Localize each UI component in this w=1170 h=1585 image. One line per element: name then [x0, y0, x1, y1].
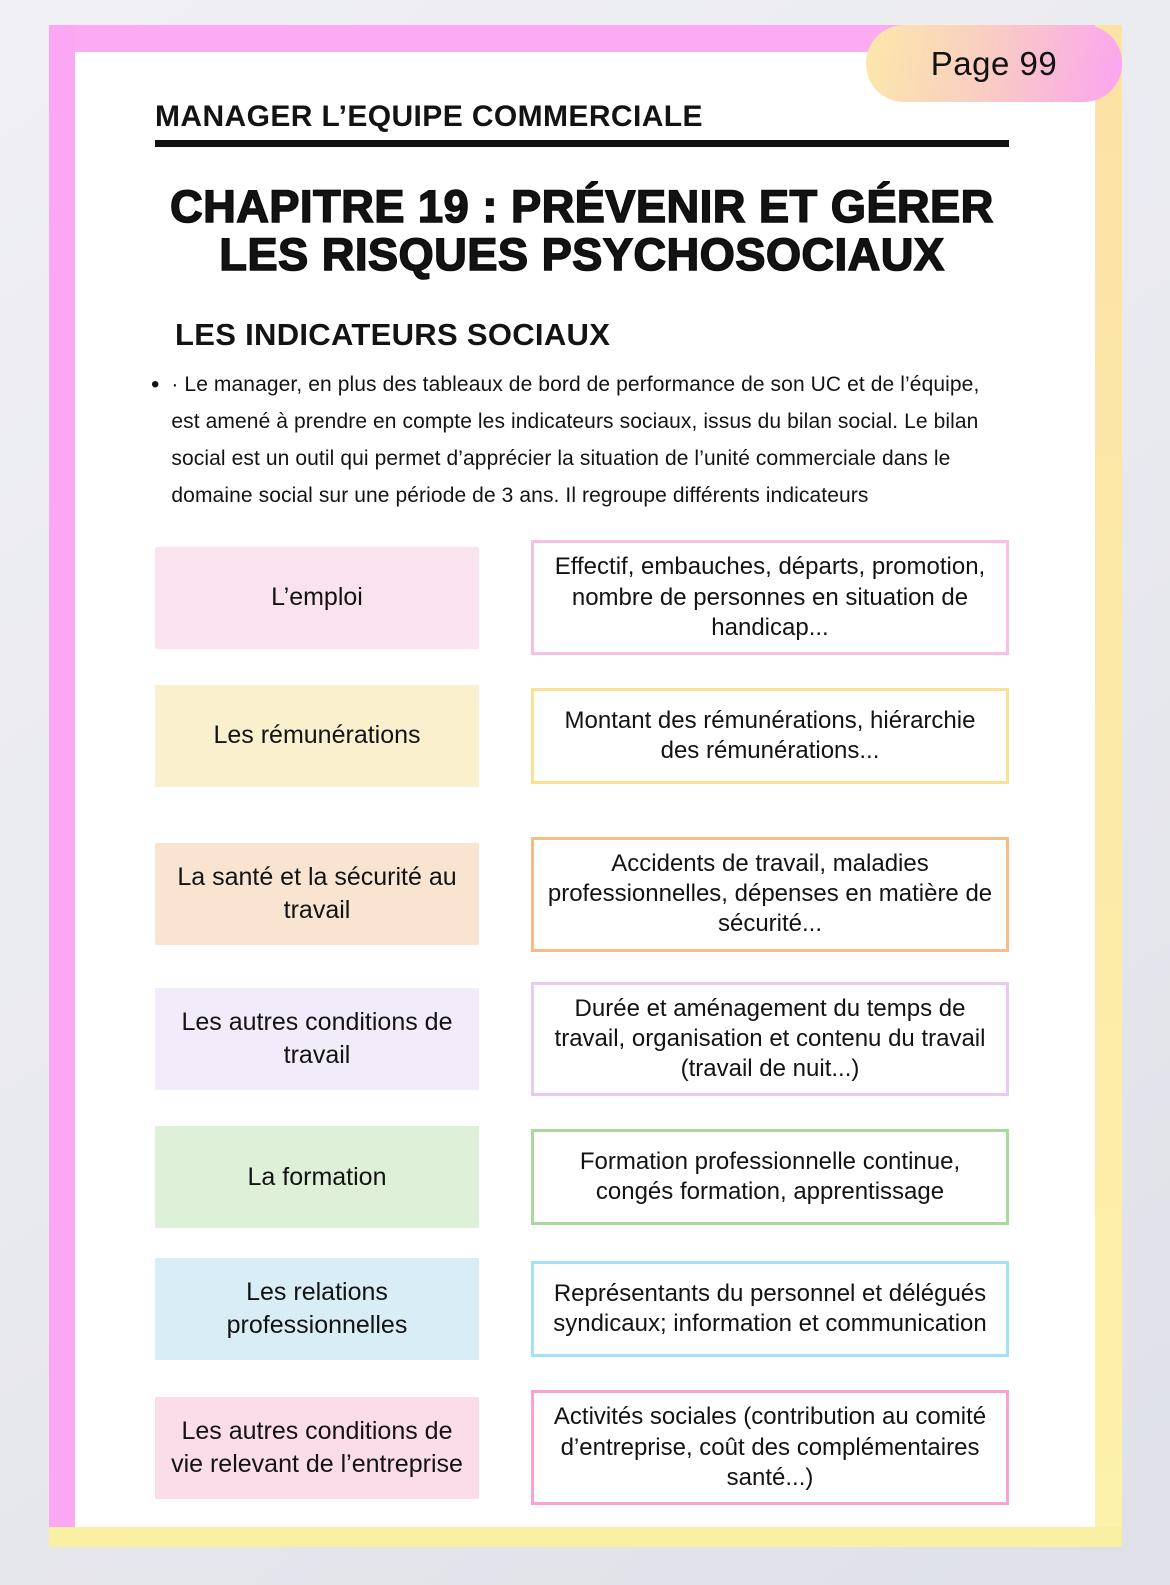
- indicator-description: Activités sociales (contribution au comité d’entreprise, coût des complémentaires santé...): [531, 1390, 1009, 1505]
- table-row: [155, 837, 1009, 952]
- section-heading: LES INDICATEURS SOCIAUX: [175, 317, 611, 353]
- intro-bullet-item: [151, 366, 1009, 514]
- header-underline: [155, 140, 1009, 147]
- table-row: [155, 1126, 1009, 1228]
- page-content: [75, 52, 1095, 1527]
- indicator-description: Montant des rémunérations, hiérarchie des rémunérations...: [531, 688, 1009, 784]
- indicator-description: Représentants du personnel et délégués syndicaux; information et communication: [531, 1261, 1009, 1357]
- indicator-label: L’emploi: [155, 547, 479, 649]
- document-page: [75, 52, 1095, 1527]
- page-number-badge: [866, 25, 1122, 102]
- table-row: [155, 540, 1009, 655]
- intro-paragraph: · Le manager, en plus des tableaux de bord de performance de son UC et de l’équipe, est amené à prendre en compte les indicateurs sociaux, issus du bilan social. Le bilan social est un outil qui permet d’apprécier la situation de l’unité commerciale dans le domaine social sur une période de 3 ans. Il regroupe différents indicateurs: [171, 373, 980, 508]
- indicator-label: Les relations professionnelles: [155, 1258, 479, 1360]
- indicator-label: La formation: [155, 1126, 479, 1228]
- frame-border-bottom: [49, 1527, 1122, 1547]
- indicators-table: [155, 540, 1009, 1505]
- chapter-title-line2: LES RISQUES PSYCHOSOCIAUX: [219, 229, 945, 281]
- frame-border-left: [49, 25, 75, 1527]
- indicator-description: Effectif, embauches, départs, promotion, nombre de personnes en situation de handicap...: [531, 540, 1009, 655]
- indicator-label: La santé et la sécurité au travail: [155, 843, 479, 945]
- indicator-description: Accidents de travail, maladies professionnelles, dépenses en matière de sécurité...: [531, 837, 1009, 952]
- chapter-title: [155, 183, 1009, 279]
- table-row: [155, 685, 1009, 787]
- page-number-label: Page 99: [930, 44, 1058, 82]
- page-frame: [49, 25, 1122, 1547]
- indicator-description: Durée et aménagement du temps de travail, organisation et contenu du travail (travail de nuit...): [531, 982, 1009, 1097]
- frame-border-right: [1095, 25, 1122, 1527]
- table-row: [155, 982, 1009, 1097]
- indicator-label: Les autres conditions de vie relevant de l’entreprise: [155, 1397, 479, 1499]
- table-row: [155, 1390, 1009, 1505]
- chapter-title-line1: CHAPITRE 19 : PRÉVENIR ET GÉRER: [170, 181, 994, 232]
- indicator-label: Les autres conditions de travail: [155, 988, 479, 1090]
- course-header: MANAGER L’EQUIPE COMMERCIALE: [155, 100, 703, 133]
- indicator-description: Formation professionnelle continue, congés formation, apprentissage: [531, 1129, 1009, 1225]
- bullet-icon: •: [151, 371, 160, 399]
- indicator-label: Les rémunérations: [155, 685, 479, 787]
- table-row: [155, 1258, 1009, 1360]
